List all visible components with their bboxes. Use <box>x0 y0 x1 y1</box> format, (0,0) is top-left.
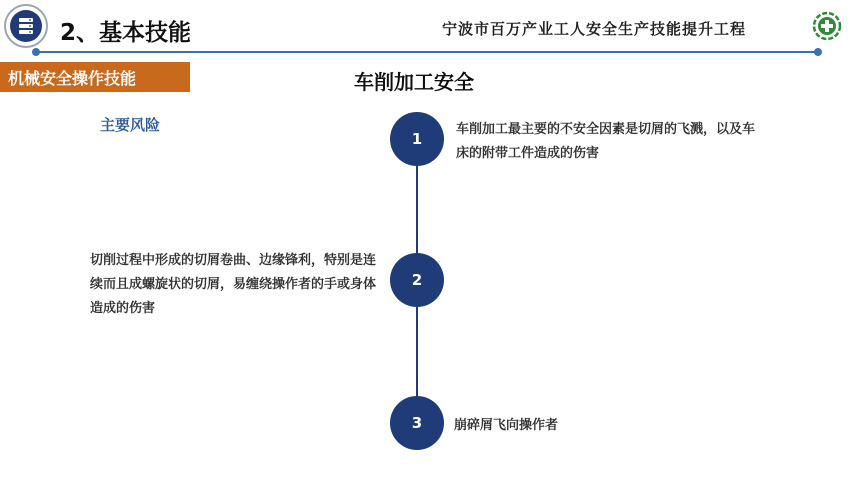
timeline-node-3 <box>390 396 444 450</box>
divider-dot-right <box>814 48 822 56</box>
timeline-number: 2 <box>411 271 423 289</box>
slide-title: 车削加工安全 <box>354 70 474 94</box>
project-title: 宁波市百万产业工人安全生产技能提升工程 <box>442 20 747 38</box>
timeline-item-3-text: 崩碎屑飞向操作者 <box>454 418 559 433</box>
section-tag <box>0 62 190 92</box>
timeline-item-2-text: 切削过程中形成的切屑卷曲、边缘锋利，特别是连续而且成螺旋状的切屑，易缠绕操作者的手或身体造成的伤害 <box>90 253 377 316</box>
divider-dot-left <box>32 48 40 56</box>
timeline-number: 1 <box>411 130 423 148</box>
timeline-item-1-text: 车削加工最主要的不安全因素是切屑的飞溅，以及车床的附带工件造成的伤害 <box>456 122 756 161</box>
safety-cross-icon <box>812 11 842 41</box>
timeline-node-2 <box>390 253 444 307</box>
section-heading: 2、基本技能 <box>60 20 192 46</box>
risk-label: 主要风险 <box>100 116 161 134</box>
server-stack-icon <box>4 4 48 48</box>
header-divider <box>36 51 818 53</box>
timeline-number: 3 <box>411 414 423 432</box>
section-tag-label: 机械安全操作技能 <box>8 68 137 88</box>
timeline-node-1 <box>390 112 444 166</box>
